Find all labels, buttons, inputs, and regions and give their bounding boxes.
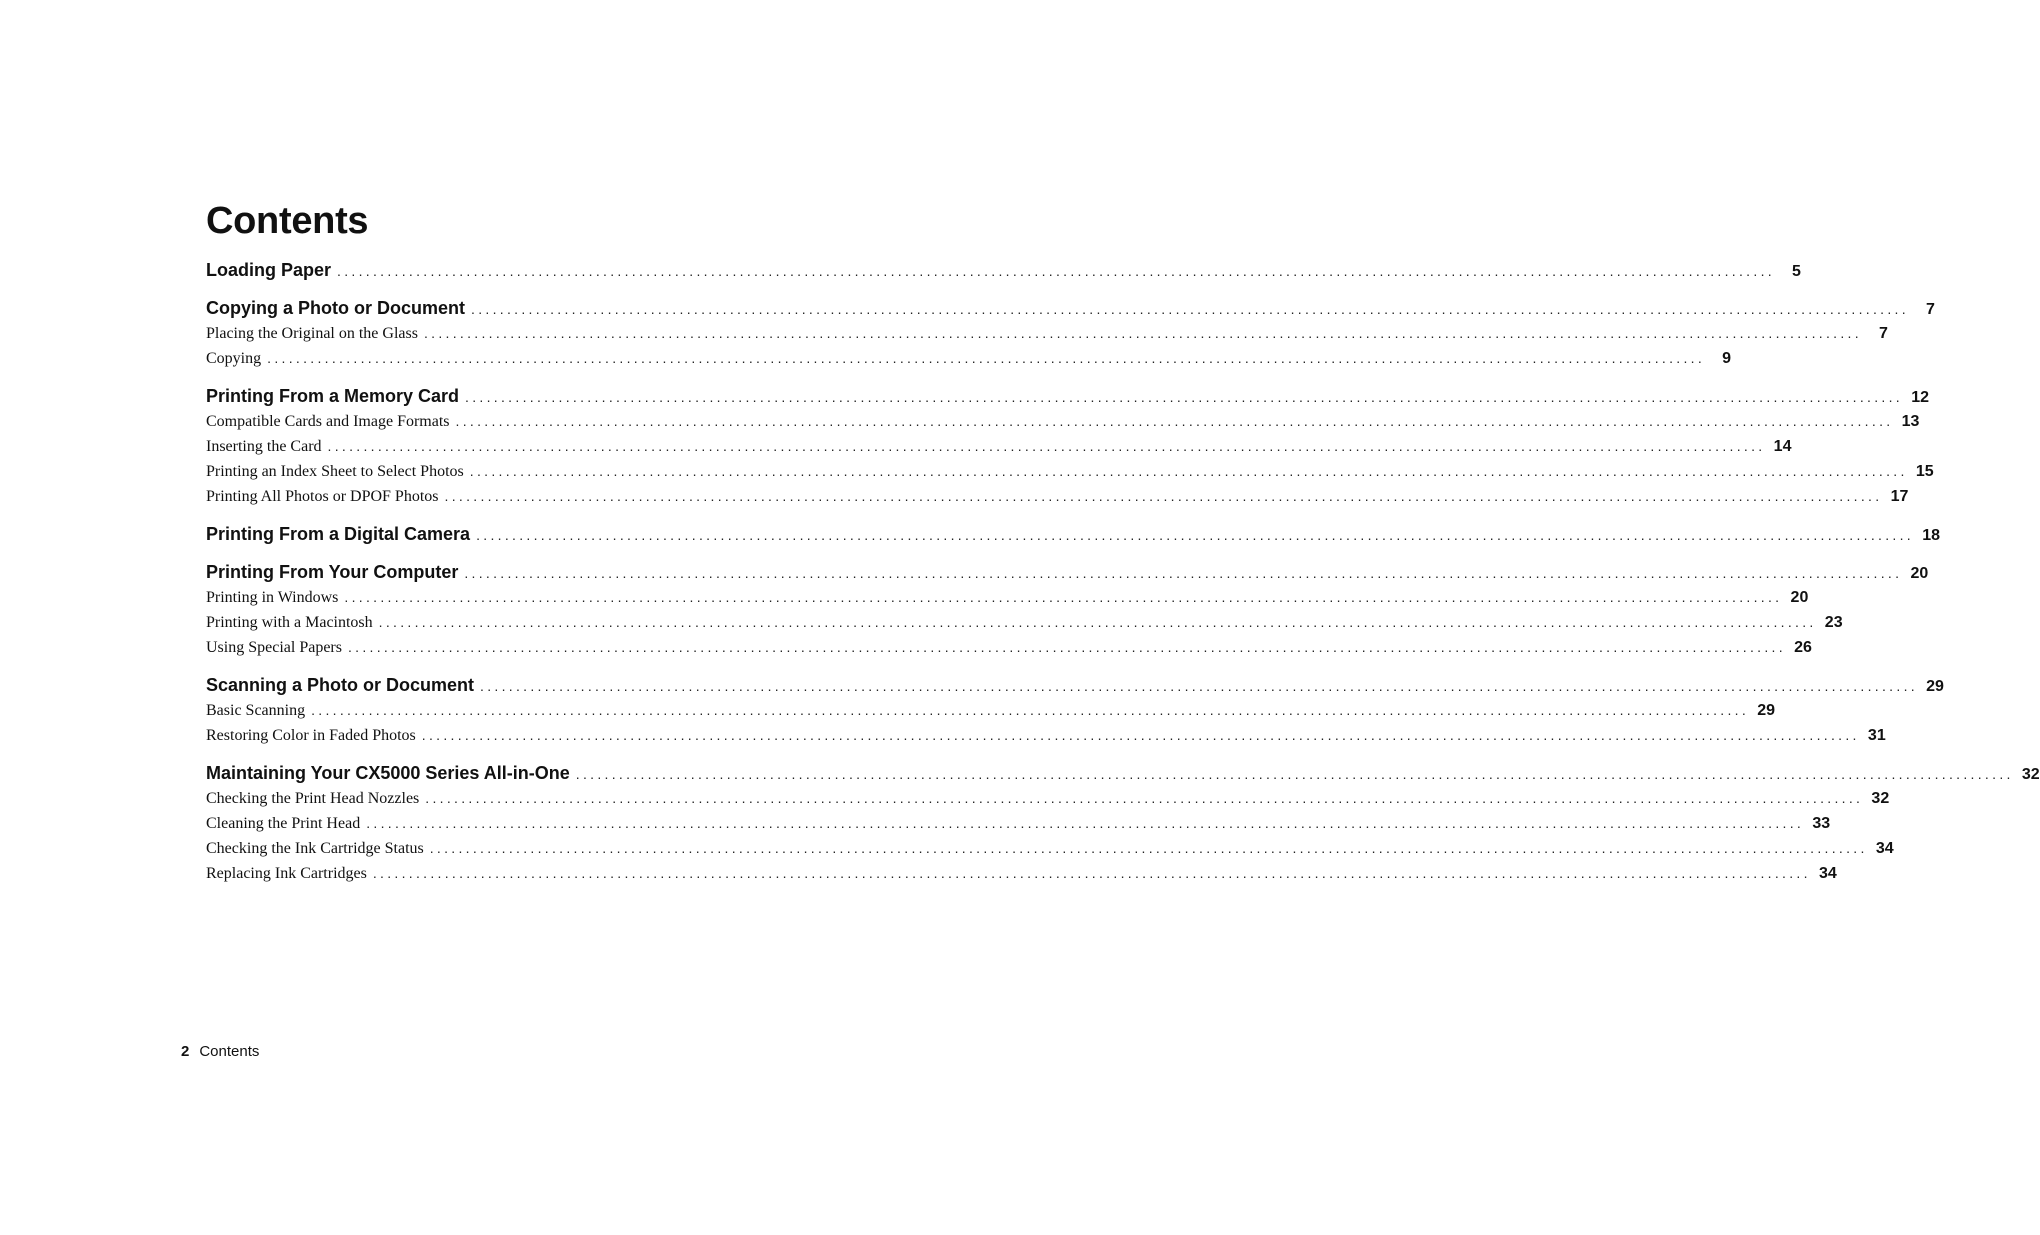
toc-subentry-label: Copying — [206, 350, 262, 367]
toc-chapter-heading-page-number: 29 — [1926, 678, 1944, 695]
toc-chapter-heading-page-number: 18 — [1922, 527, 1940, 544]
toc-subentry[interactable] — [206, 459, 1934, 484]
page-title: Contents — [206, 200, 369, 242]
toc-subentry[interactable] — [206, 484, 1909, 509]
toc-chapter-heading-label: Loading Paper — [206, 260, 332, 280]
toc-subentry-label: Restoring Color in Faded Photos — [206, 727, 416, 744]
toc-subentry[interactable] — [206, 635, 1812, 660]
toc-chapter-heading[interactable] — [206, 673, 1944, 698]
dot-leader: ........................................................................................................................................................................................................ — [372, 865, 1811, 881]
toc-subentry-label: Printing with a Macintosh — [206, 614, 373, 631]
toc-subentry[interactable] — [206, 861, 1837, 886]
table-of-contents — [206, 258, 2040, 899]
toc-subentry-page-number: 34 — [1875, 840, 1894, 857]
dot-leader: ........................................................................................................................................................................................................ — [425, 790, 1864, 806]
dot-leader: ........................................................................................................................................................................................................ — [337, 263, 1775, 279]
toc-subentry-label: Checking the Ink Cartridge Status — [206, 840, 424, 857]
toc-subentry-page-number: 7 — [1879, 325, 1888, 342]
toc-subentry-label: Printing All Photos or DPOF Photos — [206, 488, 439, 505]
toc-section — [206, 761, 2040, 886]
dot-leader: ........................................................................................................................................................................................................ — [311, 702, 1750, 718]
toc-subentry[interactable] — [206, 723, 1886, 748]
toc-subentry-page-number: 15 — [1915, 463, 1934, 480]
toc-chapter-heading-label: Copying a Photo or Document — [206, 298, 465, 318]
toc-subentry-page-number: 23 — [1824, 614, 1843, 631]
toc-section — [206, 522, 1940, 547]
toc-subentry-label: Compatible Cards and Image Formats — [206, 413, 450, 430]
page-footer — [181, 1041, 259, 1063]
footer-page-number: 2 — [181, 1043, 190, 1060]
dot-leader: ........................................................................................................................................................................................................ — [464, 565, 1903, 581]
toc-section — [206, 560, 1929, 660]
toc-subentry-page-number: 33 — [1812, 815, 1831, 832]
dot-leader: ........................................................................................................................................................................................................ — [267, 350, 1706, 366]
toc-subentry[interactable] — [206, 811, 1831, 836]
toc-subentry-page-number: 20 — [1790, 589, 1809, 606]
toc-chapter-heading[interactable] — [206, 258, 1801, 283]
dot-leader: ........................................................................................................................................................................................................ — [455, 413, 1894, 429]
toc-subentry[interactable] — [206, 434, 1792, 459]
toc-section — [206, 673, 1944, 748]
toc-subentry-label: Inserting the Card — [206, 438, 322, 455]
toc-chapter-heading-page-number: 7 — [1926, 301, 1935, 318]
footer-label: Contents — [199, 1043, 260, 1060]
toc-chapter-heading[interactable] — [206, 761, 2040, 786]
dot-leader: ........................................................................................................................................................................................................ — [469, 463, 1908, 479]
dot-leader: ........................................................................................................................................................................................................ — [471, 301, 1909, 317]
toc-subentry-label: Using Special Papers — [206, 639, 342, 656]
toc-subentry[interactable] — [206, 585, 1809, 610]
dot-leader: ........................................................................................................................................................................................................ — [423, 325, 1862, 341]
toc-subentry[interactable] — [206, 346, 1732, 371]
dot-leader: ........................................................................................................................................................................................................ — [476, 527, 1914, 543]
toc-subentry-page-number: 32 — [1871, 790, 1890, 807]
toc-chapter-heading-page-number: 20 — [1910, 565, 1929, 582]
toc-chapter-heading[interactable] — [206, 522, 1940, 547]
toc-section — [206, 258, 1801, 283]
toc-subentry-label: Printing in Windows — [206, 589, 339, 606]
toc-chapter-heading[interactable] — [206, 296, 1935, 321]
dot-leader: ........................................................................................................................................................................................................ — [429, 840, 1868, 856]
toc-chapter-heading-page-number: 12 — [1911, 389, 1929, 406]
toc-subentry-label: Checking the Print Head Nozzles — [206, 790, 420, 807]
toc-chapter-heading-label: Scanning a Photo or Document — [206, 675, 475, 695]
toc-chapter-heading-label: Printing From a Memory Card — [206, 386, 460, 406]
toc-subentry[interactable] — [206, 610, 1843, 635]
toc-section — [206, 384, 1934, 509]
dot-leader: ........................................................................................................................................................................................................ — [465, 389, 1903, 405]
dot-leader: ........................................................................................................................................................................................................ — [444, 488, 1883, 504]
toc-subentry-label: Basic Scanning — [206, 702, 306, 719]
dot-leader: ........................................................................................................................................................................................................ — [327, 438, 1766, 454]
toc-section — [206, 296, 1935, 371]
dot-leader: ........................................................................................................................................................................................................ — [575, 766, 2014, 782]
toc-subentry-page-number: 34 — [1818, 865, 1837, 882]
toc-subentry-label: Printing an Index Sheet to Select Photos — [206, 463, 464, 480]
dot-leader: ........................................................................................................................................................................................................ — [344, 589, 1783, 605]
toc-subentry-page-number: 29 — [1757, 702, 1776, 719]
dot-leader: ........................................................................................................................................................................................................ — [378, 614, 1817, 630]
toc-subentry[interactable] — [206, 786, 1890, 811]
toc-chapter-heading-label: Maintaining Your CX5000 Series All-in-One — [206, 763, 570, 783]
toc-subentry-page-number: 14 — [1773, 438, 1792, 455]
toc-subentry-page-number: 9 — [1722, 350, 1732, 367]
toc-subentry[interactable] — [206, 321, 1888, 346]
toc-subentry-page-number: 31 — [1867, 727, 1886, 744]
toc-chapter-heading-page-number: 5 — [1792, 263, 1801, 280]
toc-chapter-heading[interactable] — [206, 560, 1929, 585]
toc-subentry-page-number: 17 — [1890, 488, 1909, 505]
dot-leader: ........................................................................................................................................................................................................ — [347, 639, 1786, 655]
toc-chapter-heading-label: Printing From a Digital Camera — [206, 524, 471, 544]
toc-subentry[interactable] — [206, 836, 1894, 861]
toc-subentry[interactable] — [206, 698, 1776, 723]
toc-subentry-page-number: 13 — [1901, 413, 1920, 430]
toc-subentry[interactable] — [206, 409, 1920, 434]
toc-subentry-label: Replacing Ink Cartridges — [206, 865, 367, 882]
toc-chapter-heading-page-number: 32 — [2021, 766, 2040, 783]
dot-leader: ........................................................................................................................................................................................................ — [421, 727, 1860, 743]
dot-leader: ........................................................................................................................................................................................................ — [480, 678, 1918, 694]
toc-subentry-page-number: 26 — [1794, 639, 1812, 656]
toc-subentry-label: Cleaning the Print Head — [206, 815, 361, 832]
toc-chapter-heading[interactable] — [206, 384, 1929, 409]
dot-leader: ........................................................................................................................................................................................................ — [366, 815, 1805, 831]
toc-subentry-label: Placing the Original on the Glass — [206, 325, 418, 342]
toc-chapter-heading-label: Printing From Your Computer — [206, 562, 459, 582]
